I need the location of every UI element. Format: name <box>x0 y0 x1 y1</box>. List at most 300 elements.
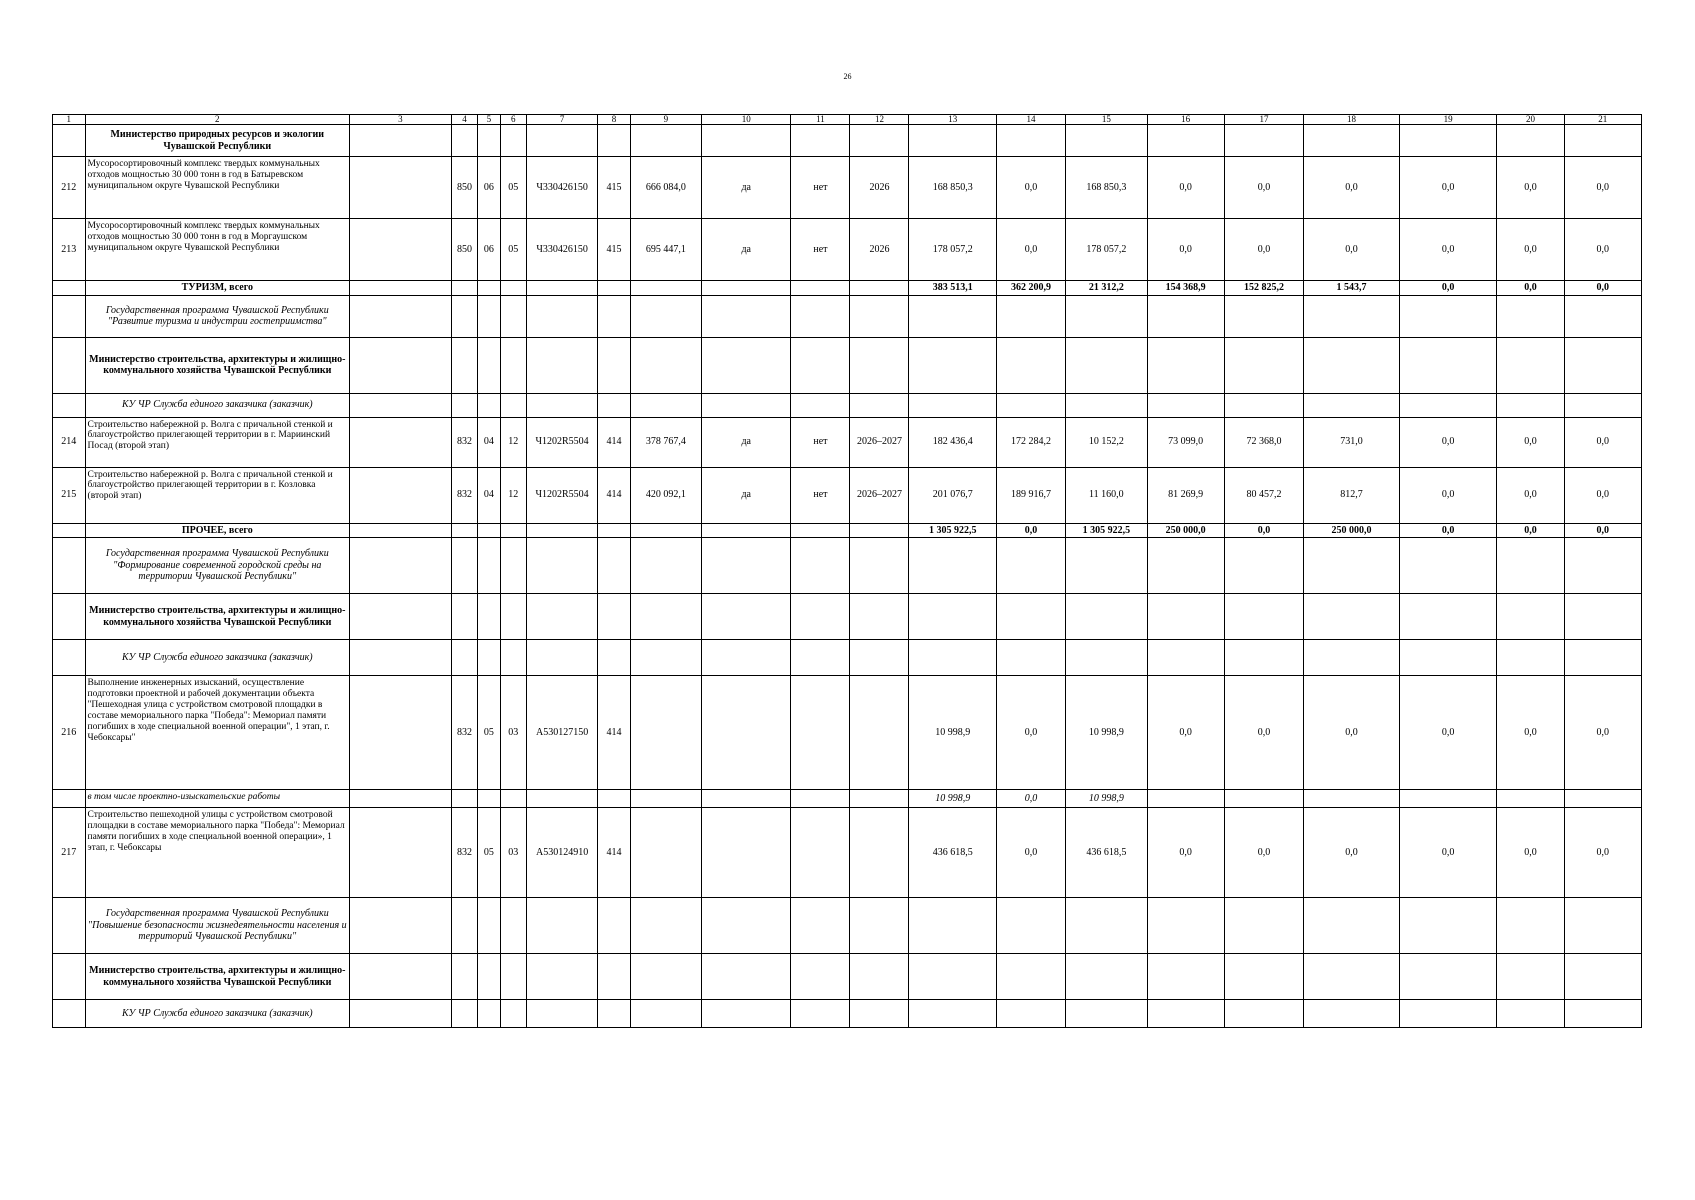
value-cell: 850 <box>451 219 477 281</box>
empty-cell <box>500 790 526 808</box>
total-value: 21 312,2 <box>1066 281 1147 296</box>
ministry-heading: Министерство строительства, архитектуры и жилищно-коммунального хозяйства Чувашской Республики <box>85 337 349 393</box>
empty-cell <box>1564 538 1641 594</box>
value-cell: 0,0 <box>1399 417 1497 467</box>
empty-cell <box>1564 393 1641 417</box>
empty-cell <box>791 594 850 640</box>
value-cell: 04 <box>478 467 500 523</box>
empty-cell <box>350 954 452 1000</box>
value-cell: да <box>701 417 791 467</box>
empty-cell <box>1564 790 1641 808</box>
value-cell: 436 618,5 <box>909 808 996 898</box>
empty-cell <box>1564 125 1641 157</box>
empty-cell <box>1399 640 1497 676</box>
empty-cell <box>850 125 909 157</box>
empty-cell <box>630 640 701 676</box>
value-cell: да <box>701 467 791 523</box>
empty-cell <box>598 790 631 808</box>
table-row <box>53 676 1642 790</box>
empty-cell <box>478 337 500 393</box>
empty-cell <box>451 295 477 337</box>
empty-cell <box>1066 594 1147 640</box>
empty-cell <box>350 219 452 281</box>
empty-cell <box>1497 790 1564 808</box>
empty-cell <box>598 125 631 157</box>
empty-cell <box>909 594 996 640</box>
column-number-cell: 18 <box>1304 115 1400 125</box>
value-cell: 832 <box>451 676 477 790</box>
empty-cell <box>850 337 909 393</box>
object-name: Мусоросортировочный комплекс твердых коммунальных отходов мощностью 30 000 тонн в год в Батыревском муниципальном округе Чувашской Республики <box>85 157 349 219</box>
empty-cell <box>478 640 500 676</box>
value-cell: 05 <box>478 676 500 790</box>
empty-cell <box>1304 125 1400 157</box>
empty-cell <box>701 125 791 157</box>
empty-cell <box>1399 790 1497 808</box>
value-cell: 05 <box>478 808 500 898</box>
empty-cell <box>791 790 850 808</box>
object-name: Строительство набережной р. Волга с причальной стенкой и благоустройство прилегающей территории в г. Мариинский Посад (второй этап) <box>85 417 349 467</box>
value-cell: 0,0 <box>996 808 1065 898</box>
empty-cell <box>527 898 598 954</box>
table-row <box>53 417 1642 467</box>
empty-cell <box>350 808 452 898</box>
value-cell <box>850 808 909 898</box>
value-cell: 06 <box>478 219 500 281</box>
row-number: 217 <box>53 808 86 898</box>
empty-cell <box>478 538 500 594</box>
value-cell: 0,0 <box>1497 219 1564 281</box>
empty-cell <box>350 393 452 417</box>
value-cell: 378 767,4 <box>630 417 701 467</box>
empty-cell <box>1066 898 1147 954</box>
value-cell: да <box>701 157 791 219</box>
value-cell: 2026–2027 <box>850 467 909 523</box>
empty-cell <box>527 1000 598 1028</box>
customer-heading-row <box>53 1000 1642 1028</box>
empty-cell <box>598 640 631 676</box>
value-cell: 03 <box>500 676 526 790</box>
total-value: 0,0 <box>1399 523 1497 538</box>
total-row <box>53 523 1642 538</box>
ministry-heading-row <box>53 125 1642 157</box>
empty-cell <box>850 898 909 954</box>
column-number-cell: 4 <box>451 115 477 125</box>
value-cell: 0,0 <box>996 157 1065 219</box>
value-cell: 0,0 <box>1147 219 1224 281</box>
empty-cell <box>630 790 701 808</box>
empty-cell <box>996 295 1065 337</box>
value-cell: 0,0 <box>1399 157 1497 219</box>
empty-cell <box>850 523 909 538</box>
empty-cell <box>350 417 452 467</box>
empty-cell <box>53 954 86 1000</box>
empty-cell <box>527 640 598 676</box>
value-cell: 414 <box>598 417 631 467</box>
empty-cell <box>53 393 86 417</box>
empty-cell <box>451 281 477 296</box>
value-cell: 168 850,3 <box>909 157 996 219</box>
empty-cell <box>996 898 1065 954</box>
row-number: 214 <box>53 417 86 467</box>
empty-cell <box>53 295 86 337</box>
empty-cell <box>1224 898 1303 954</box>
total-value: 0,0 <box>1224 523 1303 538</box>
value-cell: 415 <box>598 219 631 281</box>
empty-cell <box>500 337 526 393</box>
empty-cell <box>850 640 909 676</box>
empty-cell <box>1224 125 1303 157</box>
value-cell: 0,0 <box>1304 808 1400 898</box>
empty-cell <box>598 281 631 296</box>
program-heading: Государственная программа Чувашской Республики "Развитие туризма и индустрии гостеприимства" <box>85 295 349 337</box>
ministry-heading: Министерство строительства, архитектуры и жилищно-коммунального хозяйства Чувашской Республики <box>85 594 349 640</box>
object-name: Мусоросортировочный комплекс твердых коммунальных отходов мощностью 30 000 тонн в год в Моргаушском муниципальном округе Чувашской Республики <box>85 219 349 281</box>
value-cell: 189 916,7 <box>996 467 1065 523</box>
value-cell: 812,7 <box>1304 467 1400 523</box>
empty-cell <box>451 538 477 594</box>
empty-cell <box>701 790 791 808</box>
empty-cell <box>1399 1000 1497 1028</box>
value-cell: 182 436,4 <box>909 417 996 467</box>
value-cell: 168 850,3 <box>1066 157 1147 219</box>
column-number-cell: 7 <box>527 115 598 125</box>
empty-cell <box>1147 954 1224 1000</box>
value-cell: нет <box>791 219 850 281</box>
empty-cell <box>478 790 500 808</box>
empty-cell <box>527 538 598 594</box>
empty-cell <box>1147 538 1224 594</box>
empty-cell <box>598 538 631 594</box>
empty-cell <box>1066 954 1147 1000</box>
empty-cell <box>1066 1000 1147 1028</box>
ministry-heading: Министерство строительства, архитектуры и жилищно-коммунального хозяйства Чувашской Республики <box>85 954 349 1000</box>
empty-cell <box>500 281 526 296</box>
empty-cell <box>909 954 996 1000</box>
value-cell <box>850 676 909 790</box>
value-cell: А530124910 <box>527 808 598 898</box>
value-cell: 81 269,9 <box>1147 467 1224 523</box>
empty-cell <box>598 594 631 640</box>
empty-cell <box>527 790 598 808</box>
column-number-cell: 8 <box>598 115 631 125</box>
empty-cell <box>1066 640 1147 676</box>
empty-cell <box>909 640 996 676</box>
value-cell: 832 <box>451 417 477 467</box>
value-cell: 73 099,0 <box>1147 417 1224 467</box>
empty-cell <box>1147 640 1224 676</box>
empty-cell <box>53 790 86 808</box>
value-cell: 0,0 <box>1304 676 1400 790</box>
empty-cell <box>53 337 86 393</box>
empty-cell <box>598 898 631 954</box>
empty-cell <box>527 393 598 417</box>
value-cell: 10 998,9 <box>1066 676 1147 790</box>
empty-cell <box>53 538 86 594</box>
empty-cell <box>909 295 996 337</box>
empty-cell <box>701 523 791 538</box>
empty-cell <box>500 523 526 538</box>
empty-cell <box>1304 295 1400 337</box>
empty-cell <box>630 1000 701 1028</box>
empty-cell <box>1497 640 1564 676</box>
empty-cell <box>701 1000 791 1028</box>
empty-cell <box>850 594 909 640</box>
empty-cell <box>451 523 477 538</box>
value-cell: 420 092,1 <box>630 467 701 523</box>
empty-cell <box>1304 790 1400 808</box>
empty-cell <box>850 393 909 417</box>
empty-cell <box>598 337 631 393</box>
object-name: Строительство пешеходной улицы с устройством смотровой площадки в составе мемориального парка "Победа": Мемориал памяти погибших в ходе специальной военной операции», 1 этап, г. Чебоксары <box>85 808 349 898</box>
total-row <box>53 281 1642 296</box>
empty-cell <box>500 594 526 640</box>
total-value: 1 543,7 <box>1304 281 1400 296</box>
value-cell: 0,0 <box>1564 219 1641 281</box>
empty-cell <box>598 393 631 417</box>
subtotal-value: 10 998,9 <box>909 790 996 808</box>
program-heading-row <box>53 295 1642 337</box>
empty-cell <box>791 295 850 337</box>
empty-cell <box>500 898 526 954</box>
value-cell: 414 <box>598 676 631 790</box>
total-value: 250 000,0 <box>1147 523 1224 538</box>
empty-cell <box>791 281 850 296</box>
empty-cell <box>478 594 500 640</box>
value-cell <box>630 676 701 790</box>
empty-cell <box>1497 125 1564 157</box>
subtotal-value: 10 998,9 <box>1066 790 1147 808</box>
empty-cell <box>996 538 1065 594</box>
empty-cell <box>451 640 477 676</box>
empty-cell <box>451 954 477 1000</box>
value-cell: 0,0 <box>1564 417 1641 467</box>
empty-cell <box>350 125 452 157</box>
empty-cell <box>701 594 791 640</box>
total-label: ПРОЧЕЕ, всего <box>85 523 349 538</box>
object-name: Строительство набережной р. Волга с причальной стенкой и благоустройство прилегающей территории в г. Козловка (второй этап) <box>85 467 349 523</box>
row-number: 216 <box>53 676 86 790</box>
value-cell: 172 284,2 <box>996 417 1065 467</box>
column-number-cell: 13 <box>909 115 996 125</box>
total-value: 362 200,9 <box>996 281 1065 296</box>
empty-cell <box>1399 954 1497 1000</box>
empty-cell <box>1224 640 1303 676</box>
empty-cell <box>1304 393 1400 417</box>
empty-cell <box>791 1000 850 1028</box>
value-cell: 832 <box>451 808 477 898</box>
empty-cell <box>630 594 701 640</box>
empty-cell <box>701 281 791 296</box>
value-cell: 2026 <box>850 157 909 219</box>
value-cell: 414 <box>598 467 631 523</box>
empty-cell <box>451 393 477 417</box>
value-cell: 0,0 <box>1564 676 1641 790</box>
value-cell: 80 457,2 <box>1224 467 1303 523</box>
value-cell: 0,0 <box>1304 157 1400 219</box>
value-cell: 10 998,9 <box>909 676 996 790</box>
empty-cell <box>350 898 452 954</box>
table-row <box>53 219 1642 281</box>
empty-cell <box>1497 1000 1564 1028</box>
empty-cell <box>701 295 791 337</box>
empty-cell <box>500 1000 526 1028</box>
empty-cell <box>1147 1000 1224 1028</box>
value-cell: 0,0 <box>1497 676 1564 790</box>
empty-cell <box>996 393 1065 417</box>
empty-cell <box>850 790 909 808</box>
column-number-cell: 10 <box>701 115 791 125</box>
empty-cell <box>53 594 86 640</box>
empty-cell <box>996 640 1065 676</box>
empty-cell <box>350 281 452 296</box>
empty-cell <box>527 295 598 337</box>
value-cell: 0,0 <box>1147 808 1224 898</box>
value-cell: 436 618,5 <box>1066 808 1147 898</box>
empty-cell <box>478 281 500 296</box>
value-cell: 201 076,7 <box>909 467 996 523</box>
empty-cell <box>500 393 526 417</box>
empty-cell <box>527 954 598 1000</box>
empty-cell <box>500 954 526 1000</box>
total-value: 1 305 922,5 <box>909 523 996 538</box>
empty-cell <box>791 538 850 594</box>
table-row <box>53 808 1642 898</box>
empty-cell <box>500 538 526 594</box>
empty-cell <box>1304 337 1400 393</box>
empty-cell <box>1304 1000 1400 1028</box>
empty-cell <box>350 157 452 219</box>
empty-cell <box>1147 898 1224 954</box>
empty-cell <box>350 523 452 538</box>
empty-cell <box>791 393 850 417</box>
value-cell: 12 <box>500 417 526 467</box>
value-cell: 414 <box>598 808 631 898</box>
table-row <box>53 467 1642 523</box>
table-row <box>53 157 1642 219</box>
empty-cell <box>1066 538 1147 594</box>
empty-cell <box>478 898 500 954</box>
ministry-heading: Министерство природных ресурсов и экологии Чувашской Республики <box>85 125 349 157</box>
column-number-cell: 15 <box>1066 115 1147 125</box>
column-number-cell: 14 <box>996 115 1065 125</box>
empty-cell <box>1399 538 1497 594</box>
value-cell: 832 <box>451 467 477 523</box>
empty-cell <box>527 523 598 538</box>
total-value: 0,0 <box>1497 281 1564 296</box>
value-cell <box>791 676 850 790</box>
empty-cell <box>478 523 500 538</box>
empty-cell <box>996 125 1065 157</box>
value-cell: 11 160,0 <box>1066 467 1147 523</box>
empty-cell <box>53 125 86 157</box>
empty-cell <box>53 523 86 538</box>
empty-cell <box>1224 954 1303 1000</box>
empty-cell <box>791 337 850 393</box>
value-cell: нет <box>791 417 850 467</box>
total-value: 0,0 <box>996 523 1065 538</box>
column-number-row <box>53 115 1642 125</box>
empty-cell <box>850 1000 909 1028</box>
value-cell: 03 <box>500 808 526 898</box>
program-heading-row <box>53 538 1642 594</box>
program-heading: Государственная программа Чувашской Республики "Повышение безопасности жизнедеятельности населения и территорий Чувашской Республики" <box>85 898 349 954</box>
empty-cell <box>478 125 500 157</box>
empty-cell <box>791 954 850 1000</box>
page-number: 26 <box>843 72 852 81</box>
empty-cell <box>701 898 791 954</box>
empty-cell <box>1224 594 1303 640</box>
value-cell: Ч330426150 <box>527 157 598 219</box>
empty-cell <box>350 594 452 640</box>
value-cell: Ч330426150 <box>527 219 598 281</box>
empty-cell <box>1399 125 1497 157</box>
empty-cell <box>1224 295 1303 337</box>
empty-cell <box>630 125 701 157</box>
empty-cell <box>1399 393 1497 417</box>
program-heading-row <box>53 898 1642 954</box>
object-name: Выполнение инженерных изысканий, осуществление подготовки проектной и рабочей документации объекта "Пешеходная улица с устройством смотровой площадки в составе мемориального парка "Победа": Мемориал памяти погибших в ходе специальной военной операции", 1 этап, г. Чебоксары" <box>85 676 349 790</box>
value-cell: нет <box>791 157 850 219</box>
value-cell: да <box>701 219 791 281</box>
value-cell: 695 447,1 <box>630 219 701 281</box>
empty-cell <box>909 898 996 954</box>
empty-cell <box>1147 125 1224 157</box>
empty-cell <box>478 954 500 1000</box>
empty-cell <box>1147 790 1224 808</box>
column-number-cell: 20 <box>1497 115 1564 125</box>
empty-cell <box>500 125 526 157</box>
value-cell: 666 084,0 <box>630 157 701 219</box>
column-number-cell: 12 <box>850 115 909 125</box>
value-cell: 0,0 <box>1497 467 1564 523</box>
empty-cell <box>996 337 1065 393</box>
empty-cell <box>1399 898 1497 954</box>
empty-cell <box>1497 954 1564 1000</box>
value-cell: 0,0 <box>1497 808 1564 898</box>
customer-heading: КУ ЧР Служба единого заказчика (заказчик) <box>85 393 349 417</box>
empty-cell <box>598 954 631 1000</box>
empty-cell <box>598 1000 631 1028</box>
column-number-cell: 17 <box>1224 115 1303 125</box>
empty-cell <box>1066 295 1147 337</box>
empty-cell <box>996 1000 1065 1028</box>
empty-cell <box>701 337 791 393</box>
empty-cell <box>1224 1000 1303 1028</box>
empty-cell <box>1564 594 1641 640</box>
empty-cell <box>350 640 452 676</box>
value-cell: 0,0 <box>1564 467 1641 523</box>
subtotal-row <box>53 790 1642 808</box>
empty-cell <box>701 954 791 1000</box>
value-cell: 850 <box>451 157 477 219</box>
investment-table <box>52 114 1642 1028</box>
value-cell: 0,0 <box>1147 157 1224 219</box>
value-cell: 05 <box>500 157 526 219</box>
empty-cell <box>350 337 452 393</box>
value-cell: 0,0 <box>1224 676 1303 790</box>
value-cell: 0,0 <box>1224 219 1303 281</box>
value-cell: 0,0 <box>1147 676 1224 790</box>
empty-cell <box>1147 594 1224 640</box>
empty-cell <box>1564 337 1641 393</box>
empty-cell <box>1147 393 1224 417</box>
empty-cell <box>791 523 850 538</box>
total-value: 0,0 <box>1497 523 1564 538</box>
customer-heading-row <box>53 393 1642 417</box>
empty-cell <box>630 337 701 393</box>
empty-cell <box>1497 898 1564 954</box>
